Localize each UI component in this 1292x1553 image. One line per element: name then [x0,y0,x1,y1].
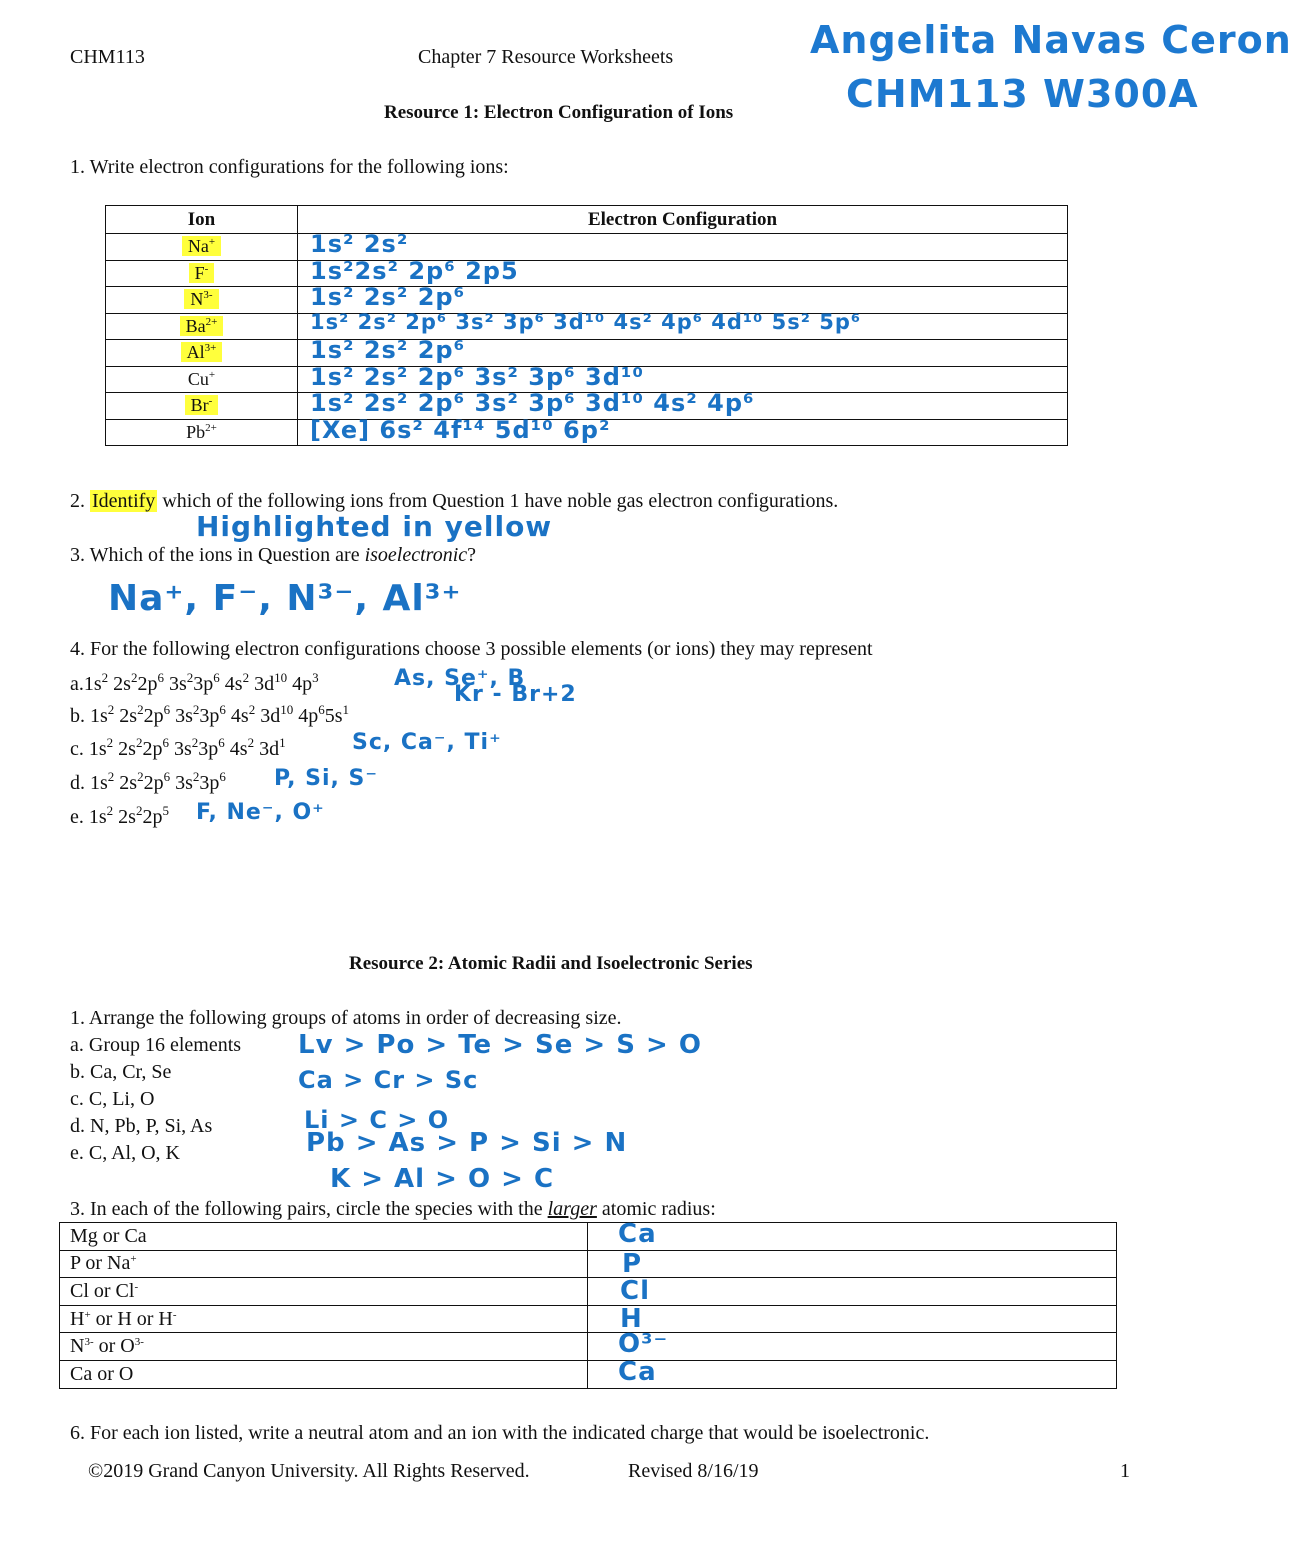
q4e-answer: F, Ne⁻, O⁺ [196,800,325,825]
pair-cell: P or Na+ [60,1250,588,1278]
group-d-label: d. N, Pb, P, Si, As [70,1115,213,1137]
group-c-answer: Li > C > O [304,1106,450,1134]
config-a: $a.1s^2$ $2s^22p^6$ $3s^23p^6$ $4s^2$ $3d^{10}$ $4p^3$ [70,670,319,695]
ion-label: Br- [185,395,219,415]
document-title: Chapter 7 Resource Worksheets [418,46,674,68]
group-b-label: b. Ca, Cr, Se [70,1061,172,1083]
table-row [60,1278,1117,1306]
resource1-title: Resource 1: Electron Configuration of Ions [384,102,734,123]
handwritten-answer: [Xe] 6s² 4f¹⁴ 5d¹⁰ 6p² [310,415,611,444]
resource1-q1: 1. Write electron configurations for the following ions: [70,156,509,178]
group-b-answer: Ca > Cr > Sc [298,1066,479,1094]
q3-answer: Na⁺, F⁻, N³⁻, Al³⁺ [108,578,462,619]
config-e: e. $1s^2$ $2s^22p^5$ [70,803,169,828]
config-c: c. $1s^2$ $2s^22p^6$ $3s^23p^6$ $4s^2$ $3d^1$ [70,735,286,760]
page-number: 1 [1120,1460,1130,1482]
resource1-q2: 2. Identify which of the following ions from Question 1 have noble gas electron configurations. [70,490,839,512]
ion-label: F- [189,263,215,283]
resource2-q1: 1. Arrange the following groups of atoms in order of decreasing size. [70,1007,622,1029]
copyright: ©2019 Grand Canyon University. All Rights Reserved. [88,1460,530,1482]
q4d-answer: P, Si, S⁻ [274,766,378,791]
group-e-label: e. C, Al, O, K [70,1142,180,1164]
col-config-header: Electron Configuration [298,206,1068,234]
group-a-label: a. Group 16 elements [70,1034,242,1056]
handwritten-answer: 1s² 2s² 2p⁶ 3s² 3p⁶ 3d¹⁰ 4s² 4p⁶ 4d¹⁰ 5s² 5p⁶ [310,309,862,334]
table-row [60,1223,1117,1251]
group-a-answer: Lv > Po > Te > Se > S > O [298,1030,702,1060]
handwritten-answer: 1s² 2s² [310,230,409,258]
group-c-label: c. C, Li, O [70,1088,155,1110]
pair-cell: Cl or Cl- [60,1278,588,1306]
handwritten-answer: 1s² 2s² 2p⁶ [310,283,466,311]
pair-cell: H+ or H or H- [60,1305,588,1333]
pair-answer: H [620,1303,643,1334]
pair-answer: P [622,1248,643,1279]
handwritten-answer: 1s² 2s² 2p⁶ 3s² 3p⁶ 3d¹⁰ [310,362,644,391]
q4a-answer: As, Se⁺, B [394,666,526,691]
table-row [60,1305,1117,1333]
group-d-answer: Pb > As > P > Si > N [306,1128,628,1158]
resource1-q3: 3. Which of the ions in Question are isoelectronic? [70,544,477,566]
table-row [60,1360,1117,1388]
resource2-title: Resource 2: Atomic Radii and Isoelectronic Series [349,953,753,974]
ion-label: Na+ [182,236,221,256]
resource2-q6: 6. For each ion listed, write a neutral atom and an ion with the indicated charge that would be isoelectronic. [70,1422,930,1444]
ion-label: $N^{3-}$ [184,289,218,309]
course-code: CHM113 [70,46,145,68]
table-row [60,1250,1117,1278]
pair-cell: Mg or Ca [60,1223,588,1251]
table-row [106,419,1068,446]
ion-config-table [105,205,1068,446]
handwritten-answer: 1s² 2s² 2p⁶ [310,336,466,364]
atomic-radius-table [59,1219,1117,1389]
config-b: b. $1s^2$ $2s^22p^6$ $3s^23p^6$ $4s^2$ $3d^{10}$ $4p^65s^1$ [70,702,349,727]
table-row [106,234,1068,261]
col-ion-header: Ion [106,206,298,234]
pair-answer: Cl [620,1276,650,1307]
table-row [106,313,1068,340]
student-name: Angelita Navas Ceron [810,18,1292,62]
ion-label: $Pb^{2+}$ [186,421,217,442]
pair-answer: O³⁻ [618,1329,669,1360]
ion-label: Cu+ [187,368,216,389]
student-section: CHM113 W300A [846,72,1199,116]
handwritten-answer: 1s² 2s² 2p⁶ 3s² 3p⁶ 3d¹⁰ 4s² 4p⁶ [310,389,755,417]
q4c-answer: Sc, Ca⁻, Ti⁺ [352,730,502,755]
ion-label: $Ba^{2+}$ [180,316,224,336]
table-row [106,260,1068,287]
q4b-answer: Kr - Br+2 [454,682,577,707]
resource1-q4: 4. For the following electron configurations choose 3 possible elements (or ions) they may represent [70,638,873,660]
resource2-q3: 3. In each of the following pairs, circle the species with the larger atomic radius: [70,1198,716,1220]
pair-answer: Ca [618,1356,657,1387]
handwritten-answer: 1s²2s² 2p⁶ 2p5 [310,256,519,285]
config-d: d. $1s^2$ $2s^22p^6$ $3s^23p^6$ [70,769,226,794]
pair-cell: Ca or O [60,1360,588,1388]
pair-answer: Ca [618,1219,657,1249]
q2-answer: Highlighted in yellow [196,510,553,543]
revised-date: Revised 8/16/19 [628,1460,759,1482]
ion-label: $Al^{3+}$ [181,342,223,362]
pair-cell: $N^{3-}$ or $O^{3-}$ [60,1333,588,1361]
table-row [60,1333,1117,1361]
group-e-answer: K > Al > O > C [330,1164,555,1194]
